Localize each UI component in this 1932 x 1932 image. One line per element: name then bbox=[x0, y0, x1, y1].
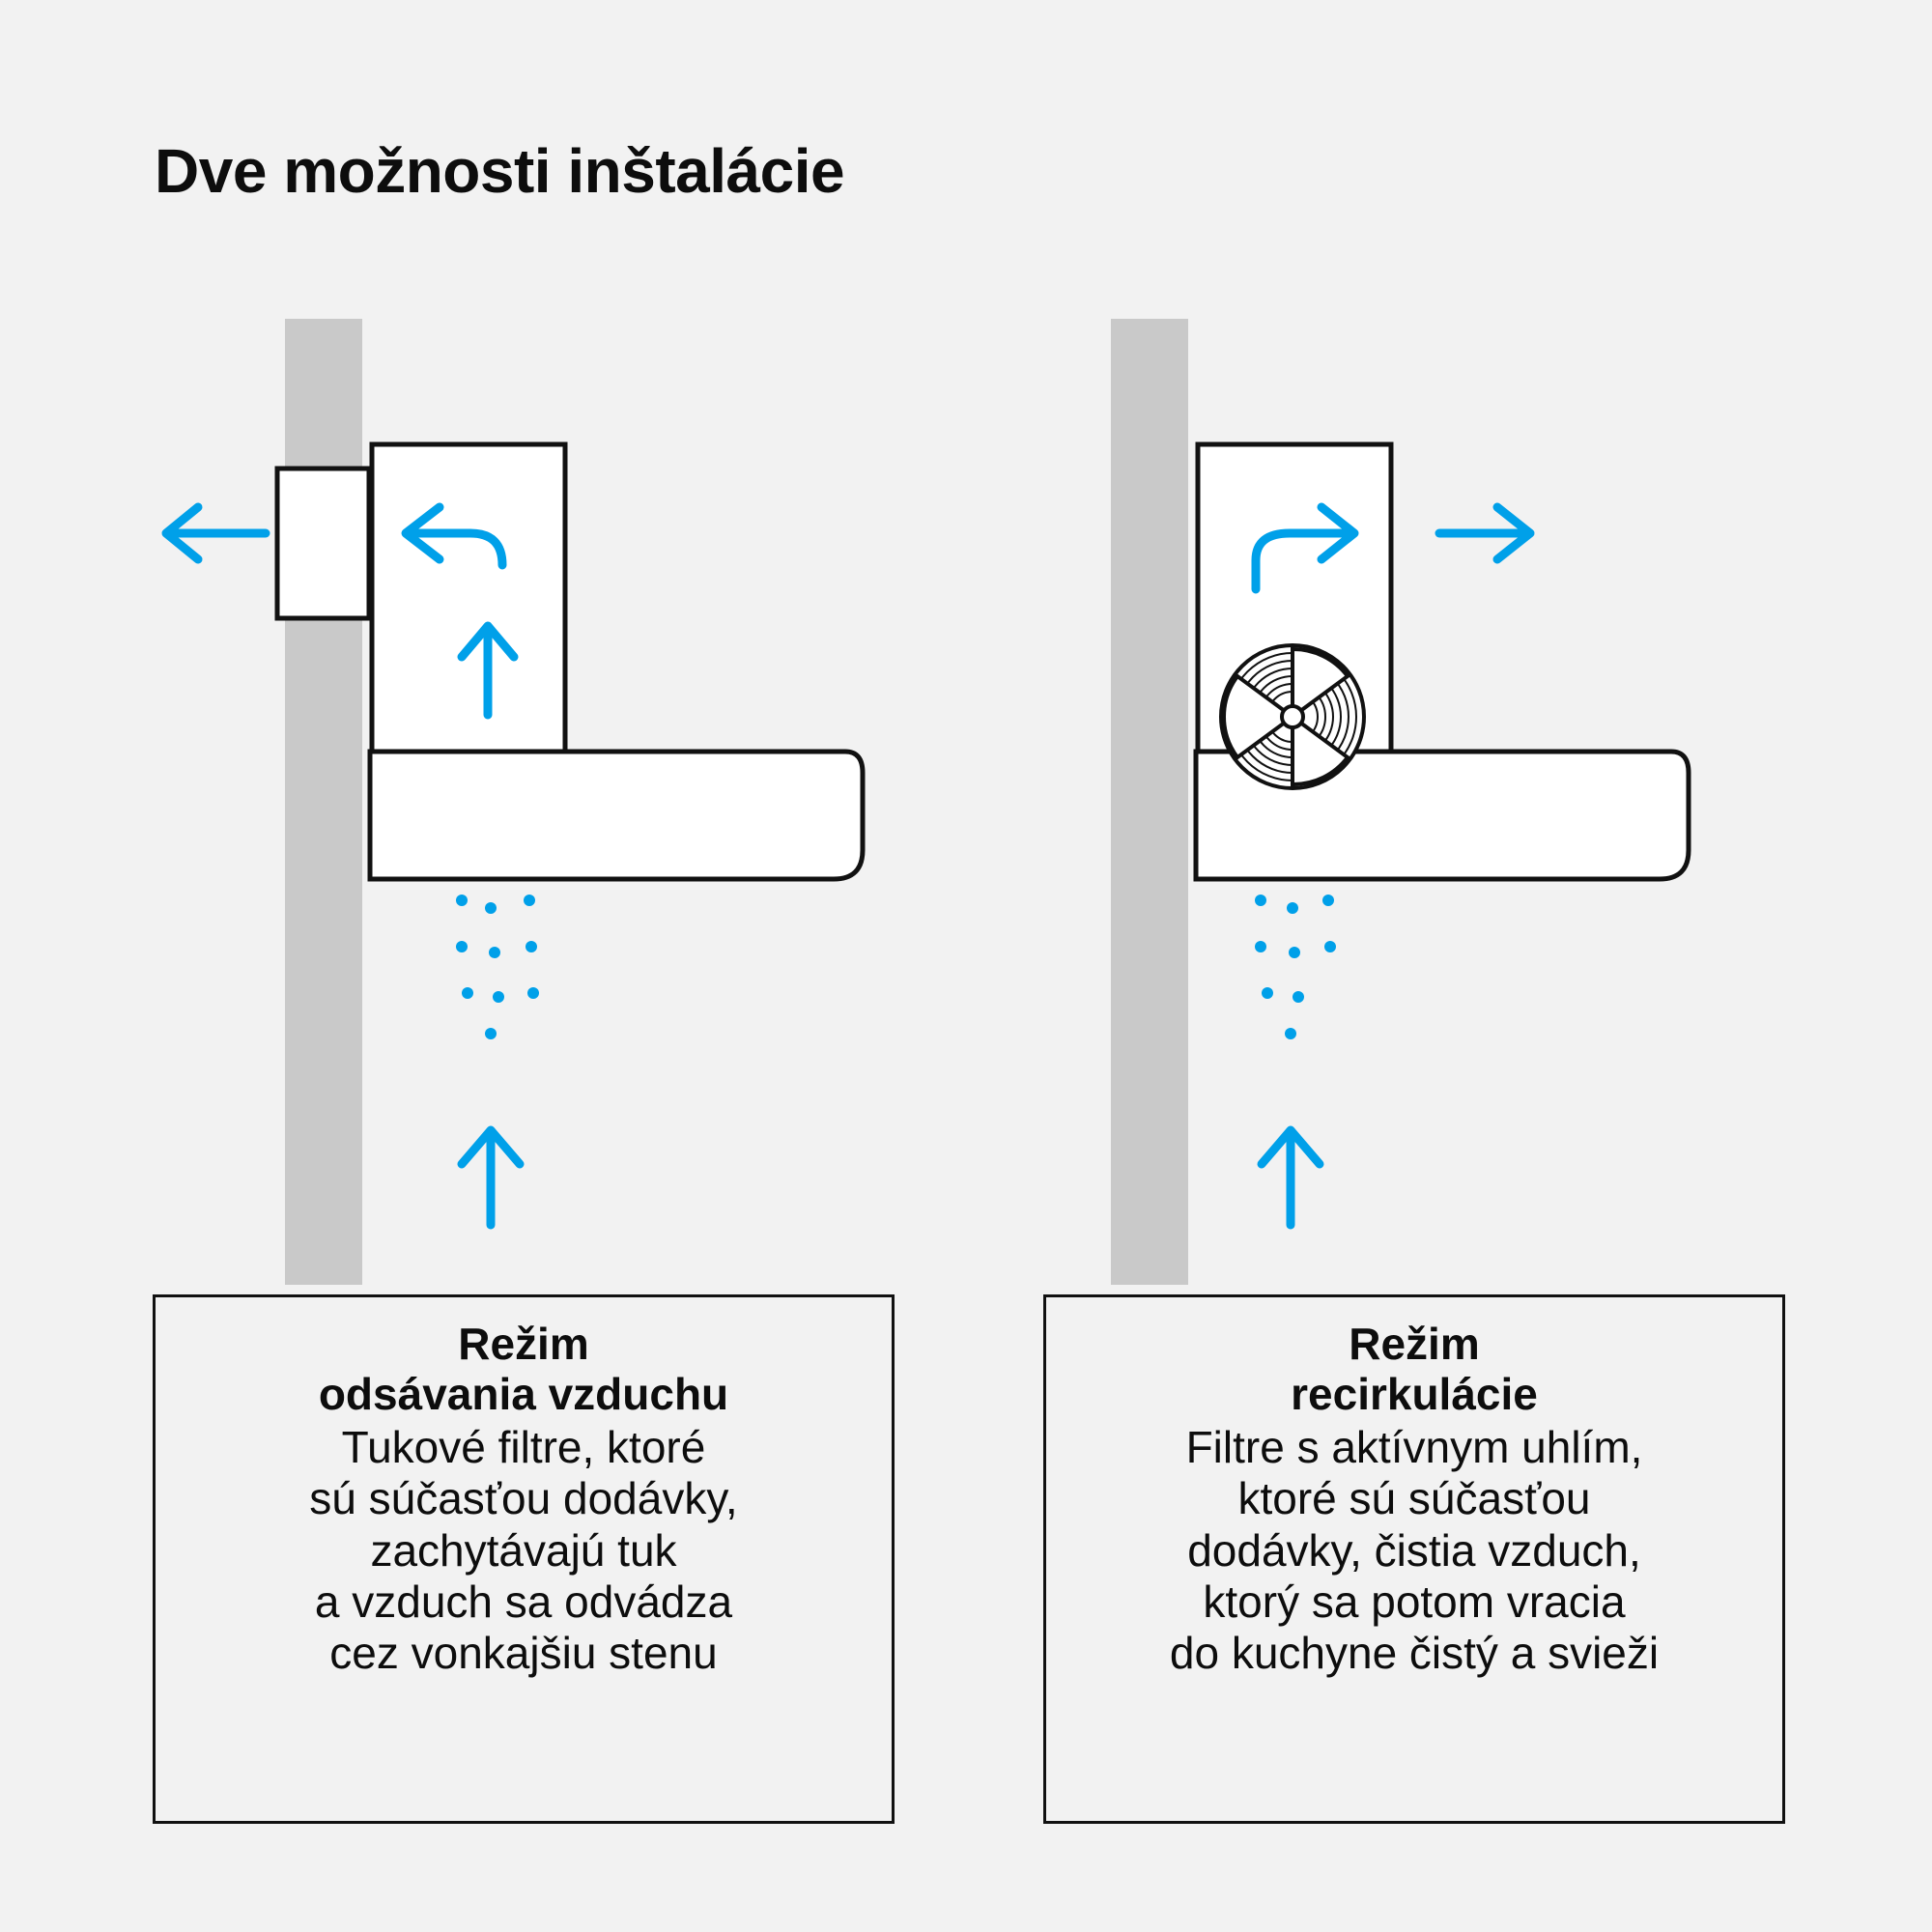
wall bbox=[1111, 319, 1188, 1285]
caption-extraction-title bbox=[169, 1319, 878, 1420]
caption-line: Tukové filtre, ktoré bbox=[341, 1421, 706, 1472]
caption-extraction bbox=[153, 1294, 895, 1824]
duct-outlet-icon bbox=[277, 469, 369, 618]
hood-body bbox=[372, 444, 565, 753]
panel-recirculation bbox=[1111, 319, 1689, 1285]
caption-line: zachytávajú tuk bbox=[370, 1524, 677, 1576]
caption-line: ktoré sú súčasťou bbox=[1237, 1473, 1591, 1524]
arrow-right-out-icon bbox=[1439, 507, 1530, 559]
arrow-left-out-icon bbox=[166, 507, 266, 559]
caption-recirculation bbox=[1043, 1294, 1785, 1824]
wall bbox=[285, 319, 362, 1285]
caption-line: a vzduch sa odvádza bbox=[314, 1576, 733, 1627]
caption-line: ktorý sa potom vracia bbox=[1203, 1576, 1626, 1627]
caption-recirculation-body bbox=[1060, 1422, 1769, 1680]
page-title: Dve možnosti inštalácie bbox=[155, 136, 845, 206]
caption-line: dodávky, čistia vzduch, bbox=[1187, 1524, 1641, 1576]
installation-diagram bbox=[0, 270, 1932, 1294]
caption-line: Režim bbox=[458, 1319, 589, 1369]
caption-extraction-body bbox=[169, 1422, 878, 1680]
caption-line: cez vonkajšiu stenu bbox=[329, 1628, 718, 1679]
caption-line: odsávania vzduchu bbox=[318, 1369, 729, 1420]
arrow-up-intake-icon bbox=[1262, 1130, 1320, 1225]
caption-line: sú súčasťou dodávky, bbox=[309, 1473, 738, 1524]
caption-line: Filtre s aktívnym uhlím, bbox=[1185, 1421, 1643, 1472]
caption-line: Režim bbox=[1349, 1319, 1480, 1369]
caption-line: do kuchyne čistý a svieži bbox=[1169, 1628, 1660, 1679]
carbon-filter-fan-icon bbox=[1221, 645, 1364, 788]
arrow-up-intake-icon bbox=[462, 1130, 520, 1225]
panel-extraction bbox=[166, 319, 863, 1285]
grease-dots-icon bbox=[1255, 895, 1336, 1039]
grease-dots-icon bbox=[456, 895, 539, 1039]
caption-recirculation-title bbox=[1060, 1319, 1769, 1420]
caption-line: recirkulácie bbox=[1291, 1369, 1538, 1420]
